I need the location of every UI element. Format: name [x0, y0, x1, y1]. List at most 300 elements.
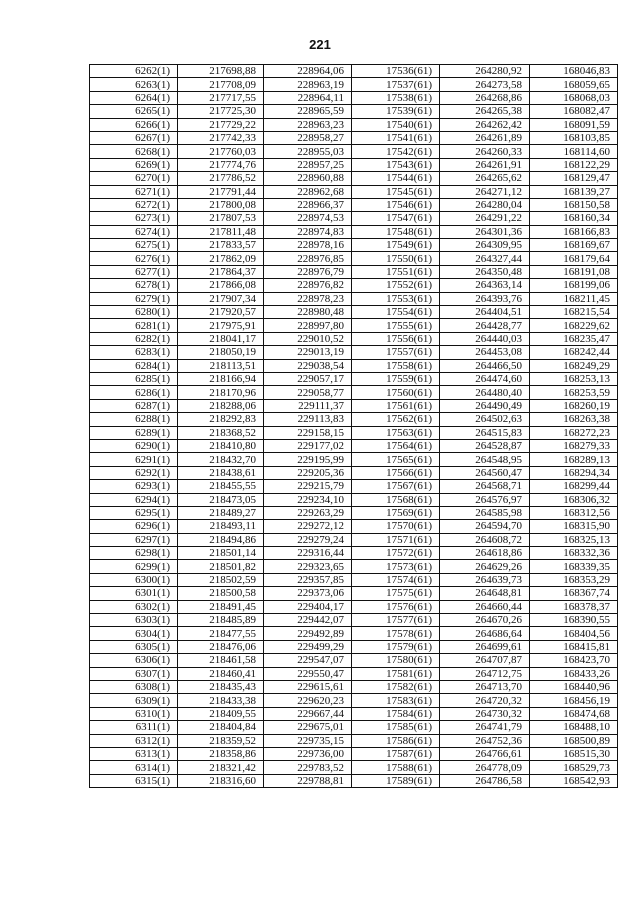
- y-coord-left-cell: 229038,54: [264, 359, 352, 372]
- table-row: [90, 413, 618, 426]
- x-coord-left-cell: 218501,82: [178, 560, 264, 573]
- x-coord-left-cell: 218501,14: [178, 547, 264, 560]
- y-coord-right-cell: 168339,35: [530, 560, 618, 573]
- y-coord-right-cell: 168082,47: [530, 105, 618, 118]
- point-id-left-cell: 6280(1): [90, 306, 178, 319]
- y-coord-right-cell: 168515,30: [530, 747, 618, 760]
- table-row: [90, 292, 618, 305]
- point-id-right-cell: 17562(61): [352, 413, 440, 426]
- x-coord-right-cell: 264778,09: [440, 761, 530, 774]
- y-coord-right-cell: 168235,47: [530, 332, 618, 345]
- point-id-right-cell: 17555(61): [352, 319, 440, 332]
- point-id-left-cell: 6285(1): [90, 372, 178, 385]
- y-coord-right-cell: 168353,29: [530, 573, 618, 586]
- point-id-left-cell: 6269(1): [90, 158, 178, 171]
- point-id-left-cell: 6284(1): [90, 359, 178, 372]
- x-coord-right-cell: 264291,22: [440, 212, 530, 225]
- table-row: [90, 131, 618, 144]
- x-coord-left-cell: 217760,03: [178, 145, 264, 158]
- table-row: [90, 78, 618, 91]
- x-coord-left-cell: 218485,89: [178, 614, 264, 627]
- y-coord-left-cell: 228976,85: [264, 252, 352, 265]
- point-id-right-cell: 17552(61): [352, 279, 440, 292]
- x-coord-left-cell: 218050,19: [178, 346, 264, 359]
- table-row: [90, 600, 618, 613]
- point-id-left-cell: 6313(1): [90, 747, 178, 760]
- x-coord-left-cell: 217698,88: [178, 65, 264, 78]
- point-id-right-cell: 17542(61): [352, 145, 440, 158]
- y-coord-left-cell: 228962,68: [264, 185, 352, 198]
- x-coord-right-cell: 264686,64: [440, 627, 530, 640]
- x-coord-left-cell: 218041,17: [178, 332, 264, 345]
- point-id-left-cell: 6290(1): [90, 439, 178, 452]
- coordinates-table: [89, 64, 618, 788]
- y-coord-left-cell: 229357,85: [264, 573, 352, 586]
- x-coord-right-cell: 264273,58: [440, 78, 530, 91]
- x-coord-left-cell: 217725,30: [178, 105, 264, 118]
- x-coord-left-cell: 218461,58: [178, 654, 264, 667]
- point-id-left-cell: 6289(1): [90, 426, 178, 439]
- x-coord-right-cell: 264713,70: [440, 680, 530, 693]
- point-id-left-cell: 6282(1): [90, 332, 178, 345]
- y-coord-left-cell: 228958,27: [264, 131, 352, 144]
- y-coord-right-cell: 168059,65: [530, 78, 618, 91]
- point-id-right-cell: 17558(61): [352, 359, 440, 372]
- x-coord-left-cell: 217742,33: [178, 131, 264, 144]
- x-coord-left-cell: 217774,76: [178, 158, 264, 171]
- table-row: [90, 105, 618, 118]
- x-coord-right-cell: 264670,26: [440, 614, 530, 627]
- y-coord-left-cell: 229620,23: [264, 694, 352, 707]
- table-row: [90, 145, 618, 158]
- table-row: [90, 640, 618, 653]
- y-coord-right-cell: 168279,33: [530, 439, 618, 452]
- y-coord-right-cell: 168229,62: [530, 319, 618, 332]
- x-coord-right-cell: 264560,47: [440, 466, 530, 479]
- x-coord-left-cell: 217791,44: [178, 185, 264, 198]
- x-coord-right-cell: 264608,72: [440, 533, 530, 546]
- point-id-left-cell: 6295(1): [90, 506, 178, 519]
- y-coord-right-cell: 168211,45: [530, 292, 618, 305]
- table-row: [90, 480, 618, 493]
- point-id-right-cell: 17548(61): [352, 225, 440, 238]
- point-id-right-cell: 17579(61): [352, 640, 440, 653]
- point-id-left-cell: 6292(1): [90, 466, 178, 479]
- table-row: [90, 118, 618, 131]
- point-id-left-cell: 6275(1): [90, 239, 178, 252]
- y-coord-left-cell: 228957,25: [264, 158, 352, 171]
- x-coord-right-cell: 264261,89: [440, 131, 530, 144]
- y-coord-right-cell: 168299,44: [530, 480, 618, 493]
- point-id-left-cell: 6304(1): [90, 627, 178, 640]
- y-coord-left-cell: 229158,15: [264, 426, 352, 439]
- point-id-left-cell: 6276(1): [90, 252, 178, 265]
- table-row: [90, 252, 618, 265]
- point-id-right-cell: 17573(61): [352, 560, 440, 573]
- point-id-right-cell: 17557(61): [352, 346, 440, 359]
- table-row: [90, 372, 618, 385]
- y-coord-left-cell: 229058,77: [264, 386, 352, 399]
- x-coord-left-cell: 218358,86: [178, 747, 264, 760]
- table-row: [90, 707, 618, 720]
- point-id-right-cell: 17586(61): [352, 734, 440, 747]
- point-id-right-cell: 17553(61): [352, 292, 440, 305]
- point-id-right-cell: 17551(61): [352, 265, 440, 278]
- y-coord-left-cell: 229272,12: [264, 520, 352, 533]
- point-id-left-cell: 6288(1): [90, 413, 178, 426]
- y-coord-left-cell: 229113,83: [264, 413, 352, 426]
- x-coord-left-cell: 218288,06: [178, 399, 264, 412]
- x-coord-left-cell: 217833,57: [178, 239, 264, 252]
- point-id-left-cell: 6291(1): [90, 453, 178, 466]
- x-coord-right-cell: 264515,83: [440, 426, 530, 439]
- point-id-right-cell: 17560(61): [352, 386, 440, 399]
- point-id-right-cell: 17561(61): [352, 399, 440, 412]
- x-coord-right-cell: 264260,33: [440, 145, 530, 158]
- x-coord-left-cell: 217800,08: [178, 198, 264, 211]
- point-id-right-cell: 17571(61): [352, 533, 440, 546]
- point-id-right-cell: 17538(61): [352, 91, 440, 104]
- x-coord-left-cell: 218321,42: [178, 761, 264, 774]
- table-row: [90, 172, 618, 185]
- x-coord-left-cell: 218494,86: [178, 533, 264, 546]
- x-coord-left-cell: 217866,08: [178, 279, 264, 292]
- point-id-left-cell: 6299(1): [90, 560, 178, 573]
- x-coord-right-cell: 264639,73: [440, 573, 530, 586]
- x-coord-right-cell: 264453,08: [440, 346, 530, 359]
- point-id-right-cell: 17584(61): [352, 707, 440, 720]
- x-coord-right-cell: 264268,86: [440, 91, 530, 104]
- point-id-right-cell: 17575(61): [352, 587, 440, 600]
- y-coord-right-cell: 168139,27: [530, 185, 618, 198]
- point-id-left-cell: 6306(1): [90, 654, 178, 667]
- x-coord-left-cell: 217975,91: [178, 319, 264, 332]
- y-coord-right-cell: 168046,83: [530, 65, 618, 78]
- table-row: [90, 158, 618, 171]
- x-coord-right-cell: 264502,63: [440, 413, 530, 426]
- table-row: [90, 493, 618, 506]
- table-row: [90, 279, 618, 292]
- x-coord-right-cell: 264490,49: [440, 399, 530, 412]
- point-id-left-cell: 6272(1): [90, 198, 178, 211]
- table-row: [90, 239, 618, 252]
- y-coord-left-cell: 229111,37: [264, 399, 352, 412]
- table-row: [90, 212, 618, 225]
- point-id-left-cell: 6310(1): [90, 707, 178, 720]
- point-id-left-cell: 6273(1): [90, 212, 178, 225]
- x-coord-left-cell: 218433,38: [178, 694, 264, 707]
- y-coord-right-cell: 168306,32: [530, 493, 618, 506]
- y-coord-left-cell: 229547,07: [264, 654, 352, 667]
- x-coord-right-cell: 264350,48: [440, 265, 530, 278]
- x-coord-right-cell: 264265,62: [440, 172, 530, 185]
- x-coord-left-cell: 218368,52: [178, 426, 264, 439]
- point-id-left-cell: 6283(1): [90, 346, 178, 359]
- y-coord-right-cell: 168253,13: [530, 372, 618, 385]
- table-row: [90, 654, 618, 667]
- y-coord-right-cell: 168260,19: [530, 399, 618, 412]
- point-id-right-cell: 17540(61): [352, 118, 440, 131]
- x-coord-left-cell: 218477,55: [178, 627, 264, 640]
- y-coord-left-cell: 228978,16: [264, 239, 352, 252]
- table-row: [90, 547, 618, 560]
- coordinates-table-body: [90, 65, 618, 788]
- table-row: [90, 91, 618, 104]
- x-coord-right-cell: 264720,32: [440, 694, 530, 707]
- y-coord-left-cell: 229234,10: [264, 493, 352, 506]
- x-coord-right-cell: 264741,79: [440, 721, 530, 734]
- y-coord-left-cell: 228955,03: [264, 145, 352, 158]
- table-row: [90, 426, 618, 439]
- x-coord-right-cell: 264548,95: [440, 453, 530, 466]
- y-coord-left-cell: 228963,23: [264, 118, 352, 131]
- point-id-right-cell: 17566(61): [352, 466, 440, 479]
- x-coord-right-cell: 264568,71: [440, 480, 530, 493]
- table-row: [90, 761, 618, 774]
- point-id-right-cell: 17578(61): [352, 627, 440, 640]
- y-coord-right-cell: 168068,03: [530, 91, 618, 104]
- x-coord-left-cell: 217708,09: [178, 78, 264, 91]
- x-coord-left-cell: 218502,59: [178, 573, 264, 586]
- y-coord-left-cell: 229177,02: [264, 439, 352, 452]
- y-coord-right-cell: 168249,29: [530, 359, 618, 372]
- table-row: [90, 466, 618, 479]
- point-id-right-cell: 17583(61): [352, 694, 440, 707]
- point-id-left-cell: 6262(1): [90, 65, 178, 78]
- x-coord-right-cell: 264766,61: [440, 747, 530, 760]
- y-coord-right-cell: 168456,19: [530, 694, 618, 707]
- y-coord-left-cell: 229195,99: [264, 453, 352, 466]
- x-coord-right-cell: 264393,76: [440, 292, 530, 305]
- x-coord-left-cell: 218170,96: [178, 386, 264, 399]
- x-coord-left-cell: 218500,58: [178, 587, 264, 600]
- y-coord-right-cell: 168325,13: [530, 533, 618, 546]
- point-id-right-cell: 17546(61): [352, 198, 440, 211]
- table-row: [90, 667, 618, 680]
- x-coord-left-cell: 217786,52: [178, 172, 264, 185]
- point-id-left-cell: 6301(1): [90, 587, 178, 600]
- table-row: [90, 560, 618, 573]
- x-coord-right-cell: 264629,26: [440, 560, 530, 573]
- y-coord-left-cell: 229675,01: [264, 721, 352, 734]
- point-id-right-cell: 17589(61): [352, 774, 440, 787]
- table-row: [90, 734, 618, 747]
- y-coord-left-cell: 228980,48: [264, 306, 352, 319]
- y-coord-right-cell: 168263,38: [530, 413, 618, 426]
- point-id-right-cell: 17585(61): [352, 721, 440, 734]
- point-id-right-cell: 17537(61): [352, 78, 440, 91]
- x-coord-left-cell: 218491,45: [178, 600, 264, 613]
- x-coord-right-cell: 264648,81: [440, 587, 530, 600]
- y-coord-left-cell: 229057,17: [264, 372, 352, 385]
- point-id-left-cell: 6303(1): [90, 614, 178, 627]
- y-coord-right-cell: 168294,34: [530, 466, 618, 479]
- x-coord-right-cell: 264327,44: [440, 252, 530, 265]
- point-id-right-cell: 17536(61): [352, 65, 440, 78]
- y-coord-right-cell: 168500,89: [530, 734, 618, 747]
- x-coord-left-cell: 217907,34: [178, 292, 264, 305]
- y-coord-left-cell: 229215,79: [264, 480, 352, 493]
- y-coord-left-cell: 229442,07: [264, 614, 352, 627]
- point-id-left-cell: 6278(1): [90, 279, 178, 292]
- point-id-left-cell: 6296(1): [90, 520, 178, 533]
- y-coord-left-cell: 229492,89: [264, 627, 352, 640]
- point-id-right-cell: 17580(61): [352, 654, 440, 667]
- x-coord-left-cell: 217729,22: [178, 118, 264, 131]
- x-coord-right-cell: 264730,32: [440, 707, 530, 720]
- x-coord-right-cell: 264428,77: [440, 319, 530, 332]
- point-id-right-cell: 17550(61): [352, 252, 440, 265]
- point-id-right-cell: 17576(61): [352, 600, 440, 613]
- point-id-right-cell: 17549(61): [352, 239, 440, 252]
- y-coord-right-cell: 168169,67: [530, 239, 618, 252]
- y-coord-left-cell: 229205,36: [264, 466, 352, 479]
- point-id-left-cell: 6266(1): [90, 118, 178, 131]
- point-id-left-cell: 6263(1): [90, 78, 178, 91]
- point-id-left-cell: 6271(1): [90, 185, 178, 198]
- table-row: [90, 774, 618, 787]
- point-id-left-cell: 6274(1): [90, 225, 178, 238]
- y-coord-right-cell: 168542,93: [530, 774, 618, 787]
- x-coord-left-cell: 218473,05: [178, 493, 264, 506]
- x-coord-left-cell: 218432,70: [178, 453, 264, 466]
- x-coord-right-cell: 264576,97: [440, 493, 530, 506]
- x-coord-right-cell: 264712,75: [440, 667, 530, 680]
- table-row: [90, 346, 618, 359]
- table-row: [90, 520, 618, 533]
- x-coord-right-cell: 264786,58: [440, 774, 530, 787]
- x-coord-right-cell: 264440,03: [440, 332, 530, 345]
- x-coord-left-cell: 218166,94: [178, 372, 264, 385]
- point-id-left-cell: 6305(1): [90, 640, 178, 653]
- y-coord-left-cell: 228976,82: [264, 279, 352, 292]
- y-coord-left-cell: 228976,79: [264, 265, 352, 278]
- point-id-right-cell: 17543(61): [352, 158, 440, 171]
- x-coord-left-cell: 218489,27: [178, 506, 264, 519]
- point-id-left-cell: 6312(1): [90, 734, 178, 747]
- y-coord-right-cell: 168160,34: [530, 212, 618, 225]
- y-coord-right-cell: 168529,73: [530, 761, 618, 774]
- table-row: [90, 225, 618, 238]
- x-coord-left-cell: 217920,57: [178, 306, 264, 319]
- x-coord-right-cell: 264265,38: [440, 105, 530, 118]
- y-coord-left-cell: 228974,53: [264, 212, 352, 225]
- point-id-left-cell: 6307(1): [90, 667, 178, 680]
- y-coord-right-cell: 168378,37: [530, 600, 618, 613]
- table-row: [90, 453, 618, 466]
- point-id-right-cell: 17564(61): [352, 439, 440, 452]
- x-coord-right-cell: 264474,60: [440, 372, 530, 385]
- y-coord-left-cell: 229404,17: [264, 600, 352, 613]
- x-coord-right-cell: 264363,14: [440, 279, 530, 292]
- table-row: [90, 386, 618, 399]
- point-id-left-cell: 6294(1): [90, 493, 178, 506]
- point-id-right-cell: 17563(61): [352, 426, 440, 439]
- point-id-right-cell: 17556(61): [352, 332, 440, 345]
- x-coord-right-cell: 264404,51: [440, 306, 530, 319]
- y-coord-right-cell: 168191,08: [530, 265, 618, 278]
- y-coord-left-cell: 229783,52: [264, 761, 352, 774]
- x-coord-right-cell: 264480,40: [440, 386, 530, 399]
- y-coord-right-cell: 168433,26: [530, 667, 618, 680]
- y-coord-left-cell: 229667,44: [264, 707, 352, 720]
- x-coord-right-cell: 264752,36: [440, 734, 530, 747]
- x-coord-left-cell: 218438,61: [178, 466, 264, 479]
- y-coord-right-cell: 168367,74: [530, 587, 618, 600]
- x-coord-left-cell: 218409,55: [178, 707, 264, 720]
- y-coord-right-cell: 168289,13: [530, 453, 618, 466]
- table-row: [90, 265, 618, 278]
- x-coord-right-cell: 264707,87: [440, 654, 530, 667]
- x-coord-left-cell: 217864,37: [178, 265, 264, 278]
- table-row: [90, 439, 618, 452]
- table-row: [90, 533, 618, 546]
- y-coord-right-cell: 168199,06: [530, 279, 618, 292]
- table-row: [90, 65, 618, 78]
- y-coord-right-cell: 168315,90: [530, 520, 618, 533]
- y-coord-left-cell: 228966,37: [264, 198, 352, 211]
- table-row: [90, 694, 618, 707]
- y-coord-right-cell: 168253,59: [530, 386, 618, 399]
- x-coord-left-cell: 218316,60: [178, 774, 264, 787]
- y-coord-right-cell: 168114,60: [530, 145, 618, 158]
- y-coord-right-cell: 168312,56: [530, 506, 618, 519]
- point-id-left-cell: 6311(1): [90, 721, 178, 734]
- y-coord-left-cell: 229373,06: [264, 587, 352, 600]
- point-id-left-cell: 6314(1): [90, 761, 178, 774]
- table-row: [90, 399, 618, 412]
- table-row: [90, 359, 618, 372]
- y-coord-left-cell: 229279,24: [264, 533, 352, 546]
- x-coord-right-cell: 264301,36: [440, 225, 530, 238]
- x-coord-right-cell: 264309,95: [440, 239, 530, 252]
- table-row: [90, 627, 618, 640]
- table-row: [90, 747, 618, 760]
- point-id-left-cell: 6293(1): [90, 480, 178, 493]
- y-coord-right-cell: 168215,54: [530, 306, 618, 319]
- y-coord-left-cell: 229788,81: [264, 774, 352, 787]
- x-coord-left-cell: 218404,84: [178, 721, 264, 734]
- y-coord-left-cell: 228997,80: [264, 319, 352, 332]
- point-id-left-cell: 6270(1): [90, 172, 178, 185]
- x-coord-right-cell: 264262,42: [440, 118, 530, 131]
- point-id-right-cell: 17588(61): [352, 761, 440, 774]
- x-coord-left-cell: 218493,11: [178, 520, 264, 533]
- x-coord-left-cell: 217862,09: [178, 252, 264, 265]
- point-id-left-cell: 6268(1): [90, 145, 178, 158]
- y-coord-right-cell: 168415,81: [530, 640, 618, 653]
- point-id-right-cell: 17582(61): [352, 680, 440, 693]
- x-coord-right-cell: 264699,61: [440, 640, 530, 653]
- table-row: [90, 185, 618, 198]
- x-coord-left-cell: 217717,55: [178, 91, 264, 104]
- y-coord-left-cell: 229499,29: [264, 640, 352, 653]
- point-id-left-cell: 6297(1): [90, 533, 178, 546]
- table-row: [90, 587, 618, 600]
- point-id-right-cell: 17572(61): [352, 547, 440, 560]
- point-id-right-cell: 17554(61): [352, 306, 440, 319]
- x-coord-right-cell: 264660,44: [440, 600, 530, 613]
- point-id-right-cell: 17574(61): [352, 573, 440, 586]
- x-coord-right-cell: 264271,12: [440, 185, 530, 198]
- y-coord-right-cell: 168103,85: [530, 131, 618, 144]
- x-coord-right-cell: 264594,70: [440, 520, 530, 533]
- point-id-left-cell: 6267(1): [90, 131, 178, 144]
- y-coord-left-cell: 229323,65: [264, 560, 352, 573]
- y-coord-right-cell: 168272,23: [530, 426, 618, 439]
- point-id-left-cell: 6298(1): [90, 547, 178, 560]
- y-coord-right-cell: 168488,10: [530, 721, 618, 734]
